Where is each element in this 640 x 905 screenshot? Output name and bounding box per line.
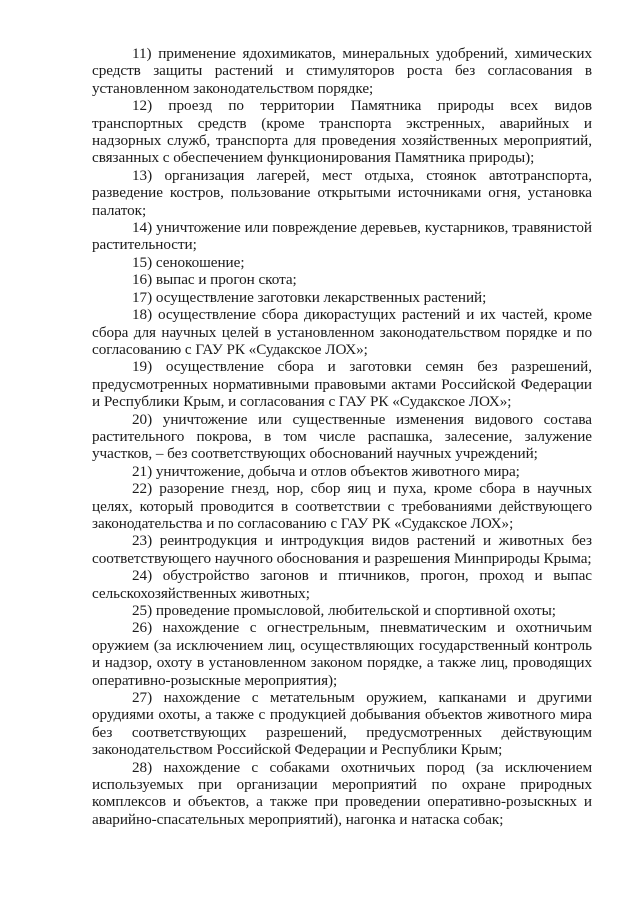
list-item-15: 15) сенокошение; <box>132 253 245 271</box>
list-item-21: 21) уничтожение, добыча и отлов объектов животного мира; <box>132 462 520 480</box>
list-item-18: 18) осуществление сбора дикорастущих растений и их частей, кроме сбора для научных целей в установленном законодательством порядке и по согласованию с ГАУ РК «Судакское ЛОХ»; <box>92 306 592 358</box>
list-item-16: 16) выпас и прогон скота; <box>132 271 297 289</box>
document-body <box>92 45 592 828</box>
list-item-19: 19) осуществление сбора и заготовки семян без разрешений, предусмотренных нормативными правовыми актами Российской Федерации и Республики Крым, и согласования с ГАУ РК «Судакское ЛОХ»; <box>92 358 592 411</box>
list-item-14: 14) уничтожение или повреждение деревьев, кустарников, травянистой растительности; <box>92 219 592 254</box>
list-item-28: 28) нахождение с собаками охотничьих пород (за исключением используемых при организации мероприятий по охране природных комплексов и объектов, а также при проведении оперативно-розыскных и аварийно-спасательных мероприятий), нагонка и натаска собак; <box>92 758 592 828</box>
list-item-12: 12) проезд по территории Памятника природы всех видов транспортных средств (кроме транспорта экстренных, аварийных и надзорных служб, транспорта для проведения хозяйственных мероприятий, связанных с обеспечением функционирования Памятника природы); <box>92 97 592 167</box>
list-item-13: 13) организация лагерей, мест отдыха, стоянок автотранспорта, разведение костров, пользование открытыми источниками огня, установка палаток; <box>92 166 592 219</box>
list-item-23: 23) реинтродукция и интродукция видов растений и животных без соответствующего научного обоснования и разрешения Минприроды Крыма; <box>92 532 592 567</box>
list-item-22: 22) разорение гнезд, нор, сбор яиц и пуха, кроме сбора в научных целях, который проводится в соответствии с требованиями действующего законодательства и по согласованию с ГАУ РК «Судакское ЛОХ»; <box>92 480 592 532</box>
list-item-11: 11) применение ядохимикатов, минеральных удобрений, химических средств защиты растений и стимуляторов роста без согласования в установленном законодательством порядке; <box>92 45 592 97</box>
list-item-24: 24) обустройство загонов и птичников, прогон, проход и выпас сельскохозяйственных животных; <box>92 567 592 602</box>
list-item-17: 17) осуществление заготовки лекарственных растений; <box>132 288 487 306</box>
list-item-26: 26) нахождение с огнестрельным, пневматическим и охотничьим оружием (за исключением лиц, осуществляющих государственный контроль и надзор, охоту в установленном законом порядке, а также лиц, проводящих оперативно-розыскные мероприятия); <box>92 619 592 689</box>
list-item-25: 25) проведение промысловой, любительской и спортивной охоты; <box>132 602 556 619</box>
list-item-27: 27) нахождение с метательным оружием, капканами и другими орудиями охоты, а также с продукцией добывания объектов животного мира без соответствующих разрешений, предусмотренных действующим законодательством Российской Федерации и Республики Крым; <box>92 689 592 759</box>
list-item-20: 20) уничтожение или существенные изменения видового состава растительного покрова, в том числе распашка, залесение, залужение участков, – без соответствующих обоснований научных учреждений; <box>92 410 592 463</box>
